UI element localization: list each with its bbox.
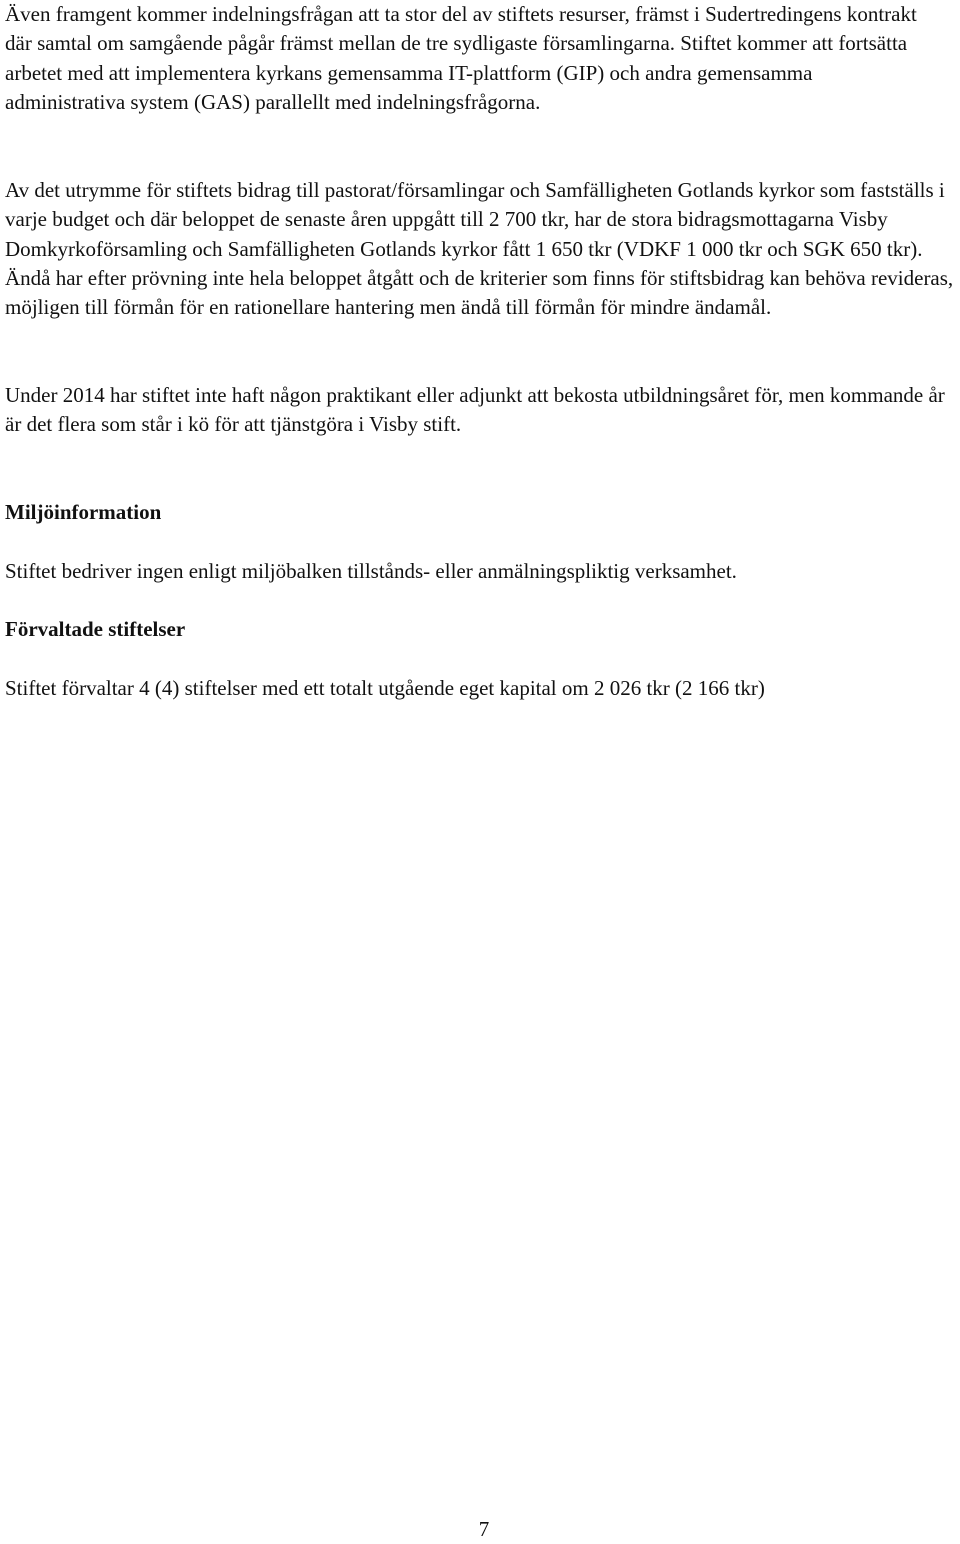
paragraph-forvaltade-stiftelser: Stiftet förvaltar 4 (4) stiftelser med ett totalt utgående eget kapital om 2 026 tkr (2 166 tkr): [5, 676, 765, 700]
paragraph-miljoinformation: Stiftet bedriver ingen enligt miljöbalken tillstånds- eller anmälningspliktig verksamhet.: [5, 559, 737, 583]
paragraph-stiftsbidrag: Av det utrymme för stiftets bidrag till pastorat/församlingar och Samfälligheten Gotlands kyrkor som fastställs i varje budget och där beloppet de senaste åren uppgått till 2 700 tkr, har de stora bidragsmottagarna Visby Domkyrkoförsamling och Samfälligheten Gotlands kyrkor fått 1 650 tkr (VDKF 1 000 tkr och SGK 650 tkr). Ändå har efter prövning inte hela beloppet åtgått och de kriterier som finns för stiftsbidrag kan behöva revideras, möjligen till förmån för en rationellare hantering men ändå till förmån för mindre ändamål.: [5, 178, 954, 320]
paragraph-indelning: Även framgent kommer indelningsfrågan att ta stor del av stiftets resurser, främst i Sudertredingens kontrakt där samtal om samgående pågår främst mellan de tre sydligaste församlingarna. Stiftet kommer att fortsätta arbetet med att implementera kyrkans gemensamma IT-plattform (GIP) och andra gemensamma administrativa system (GAS) parallellt med indelningsfrågorna.: [5, 2, 917, 114]
paragraph-praktikant: Under 2014 har stiftet inte haft någon praktikant eller adjunkt att bekosta utbildningsåret för, men kommande år är det flera som står i kö för att tjänstgöra i Visby stift.: [5, 383, 945, 437]
page-number: 7: [478, 1517, 490, 1541]
heading-forvaltade-stiftelser: Förvaltade stiftelser: [5, 617, 186, 641]
heading-miljoinformation: Miljöinformation: [5, 500, 162, 524]
